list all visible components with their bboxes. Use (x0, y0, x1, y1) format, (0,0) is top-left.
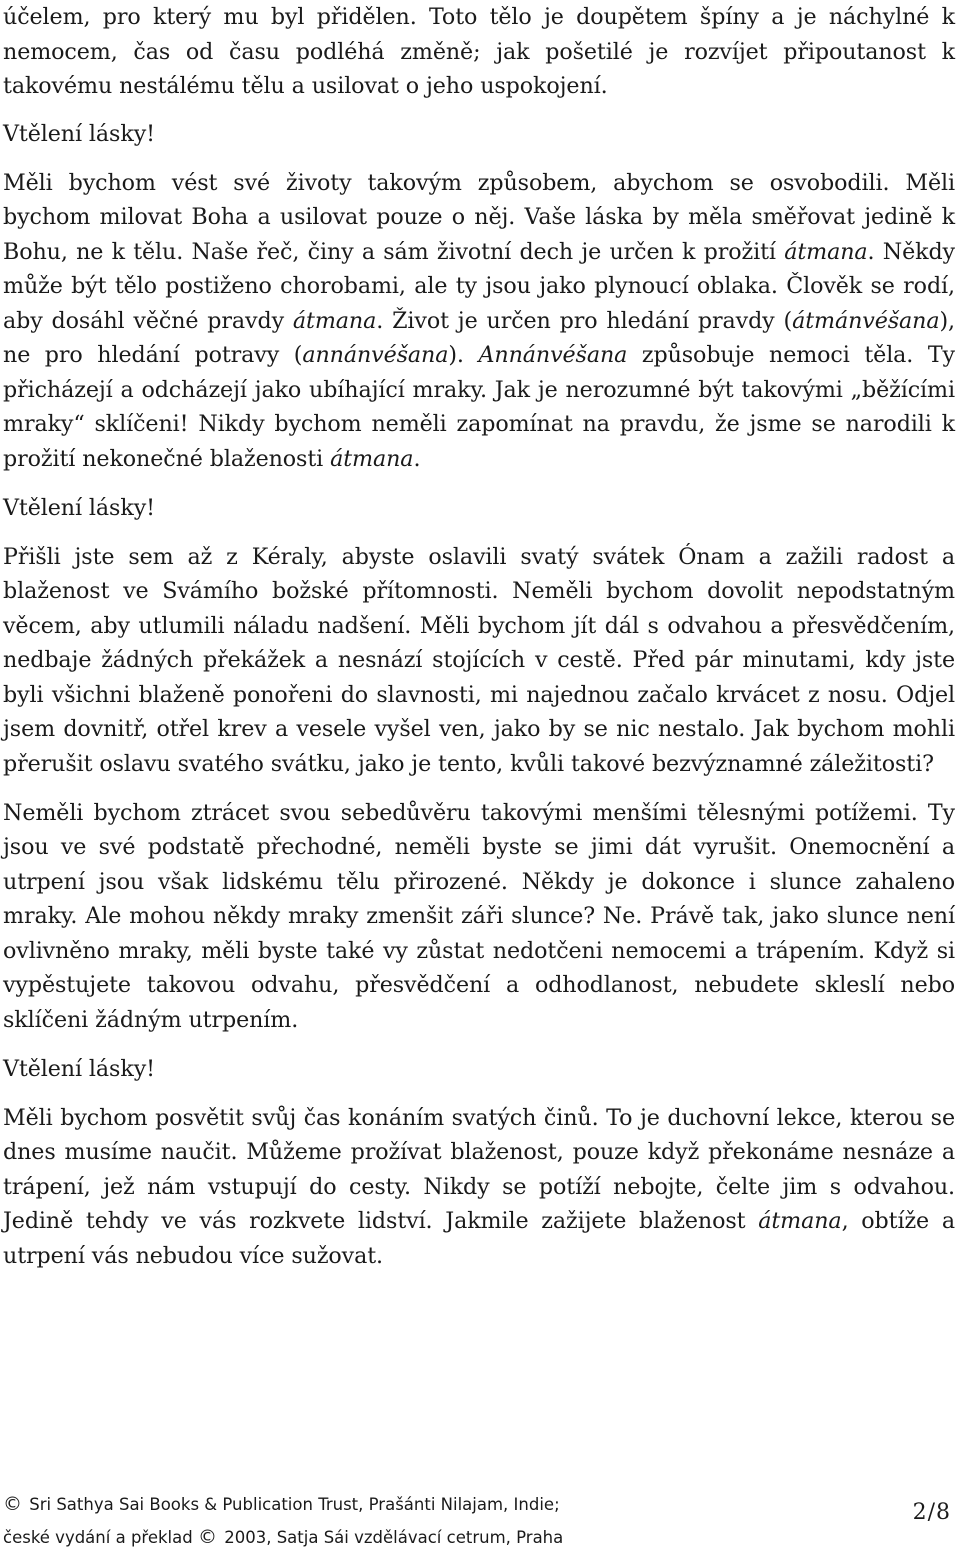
paragraph-confidence: Neměli bychom ztrácet svou sebedůvěru takovými menšími tělesnými potížemi. Ty jsou ve své podstatě přechodné, neměli byste se jimi dát vyrušit. Onemocnění a utrpení jsou však lidskému tělu přirozené. Někdy je dokonce i slunce zahaleno mraky. Ale mohou někdy mraky zmenšit záři slunce? Ne. Právě tak, jako slunce není ovlivněno mraky, měli byste také vy zůstat nedotčeni nemocemi a trápením. Když si vypěstujete takovou odvahu, přesvědčení a odhodlanost, nebudete skleslí nebo sklíčeni žádným utrpením. (3, 799, 955, 1033)
copyright-line-2 (3, 1521, 563, 1554)
emphasis-atmana: átmana (758, 1208, 842, 1234)
emphasis-atmana: átmana (330, 445, 414, 472)
heading-vteleni-lasky: Vtělení lásky! (3, 120, 155, 147)
paragraph-sacred-deeds (3, 1101, 955, 1274)
page-number: 2/8 (912, 1500, 951, 1525)
emphasis-atmanvesana: átmánvéšana (792, 307, 940, 334)
emphasis-atmana: átmana (784, 238, 868, 265)
edition-holder: 2003, Satja Sái vzdělávací cetrum, Praha (224, 1528, 564, 1547)
text-run: . Život je určen pro hledání pravdy ( (376, 307, 793, 334)
copyright-icon: © (3, 1493, 22, 1515)
text-run: ). (448, 342, 479, 368)
paragraph-intro: účelem, pro který mu byl přidělen. Toto tělo je doupětem špíny a je náchylné k nemocem, čas od času podléhá změně; jak pošetilé je rozvíjet připoutanost k takovému nestálému tělu a usilovat o jeho uspokojení. (3, 4, 955, 99)
text-run: , obtíže a utrpení vás nebudou více sužovat. (3, 1208, 955, 1269)
emphasis-annanvesana: Annánvéšana (478, 342, 628, 368)
emphasis-annanvesana: annánvéšana (302, 342, 449, 368)
copyright-notice (3, 1488, 563, 1554)
document-body (3, 0, 955, 1273)
copyright-holder: Sri Sathya Sai Books & Publication Trust, Prašánti Nilajam, Indie; (29, 1495, 560, 1514)
text-run: Měli bychom vést své životy takovým způsobem, abychom se osvobodili. Měli bychom milovat Boha a usilovat pouze o něj. Vaše láska by měla směřovat jedině k Bohu, ne k tělu. Naše řeč, činy a sám životní dech je určen k prožití (3, 169, 955, 265)
paragraph-liberation (3, 166, 955, 477)
text-run: . Někdy může být tělo postiženo chorobami, ale ty jsou jako plynoucí oblaka. Člověk se rodí, aby dosáhl věčné pravdy (3, 238, 955, 334)
text-run: ), ne pro hledání potravy ( (3, 307, 955, 368)
text-run: Měli bychom posvětit svůj čas konáním svatých činů. To je duchovní lekce, kterou se dnes musíme naučit. Můžeme prožívat blaženost, pouze když překonáme nesnáze a trápení, jež nám vstupují do cesty. Nikdy se potíží nebojte, čelte jim s odvahou. Jedině tehdy ve vás rozkvete lidství. Jakmile zažijete blaženost (3, 1104, 955, 1234)
edition-label: české vydání a překlad (3, 1528, 193, 1547)
paragraph-onam: Přišli jste sem až z Kéraly, abyste oslavili svatý svátek Ónam a zažili radost a blaženost ve Svámího božské přítomnosti. Neměli bychom dovolit nepodstatným věcem, aby utlumili náladu nadšení. Měli bychom jít dál s odvahou a přesvědčením, nedbaje žádných překážek a nesnází stojících v cestě. Před pár minutami, kdy jste byli všichni blaženě ponořeni do slavnosti, mi najednou začalo krvácet z nosu. Odjel jsem dovnitř, otřel krev a vesele vyšel ven, jako by se nic nestalo. Jak bychom mohli přerušit oslavu svatého svátku, jako je tento, kvůli takové bezvýznamné záležitosti? (3, 543, 955, 777)
heading-vteleni-lasky: Vtělení lásky! (3, 494, 155, 521)
heading-vteleni-lasky: Vtělení lásky! (3, 1055, 155, 1082)
page-footer (3, 1488, 955, 1548)
copyright-line-1 (3, 1488, 563, 1521)
emphasis-atmana: átmana (292, 307, 377, 334)
text-run: . (413, 445, 421, 472)
text-run: způsobuje nemoci těla. Ty přicházejí a odcházejí jako ubíhající mraky. Jak je nerozumné být takovými „běžícími mraky“ sklíčeni! Nikdy bychom neměli zapomínat na pravdu, že jsme se narodili k prožití nekonečné blaženosti (3, 342, 955, 472)
copyright-icon: © (197, 1526, 217, 1548)
